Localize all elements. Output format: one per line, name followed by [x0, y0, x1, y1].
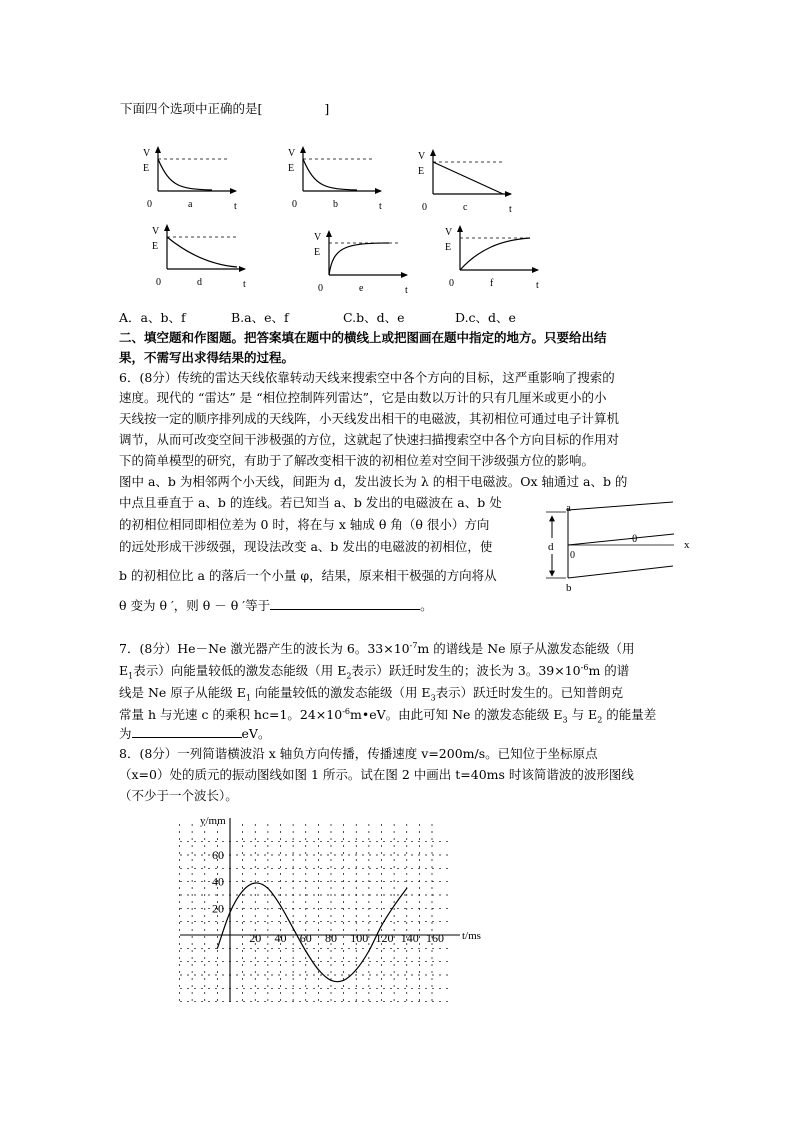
vt-v-label: V [288, 148, 296, 159]
series-point [280, 905, 281, 906]
series-point [381, 925, 382, 926]
x-tick-label: 20 [249, 931, 262, 945]
q5-option-a: A．a、b、f [119, 310, 186, 325]
vt-graph-name: d [197, 277, 202, 288]
x-tick-label: 140 [400, 931, 419, 945]
vt-y-arrow [430, 149, 436, 156]
series-line [217, 883, 406, 982]
vt-origin-label: 0 [292, 199, 297, 210]
q6-line-6: 图中 a、b 为相邻两个小天线，间距为 d，发出波长为 λ 的相干电磁波。Ox 轴通过 a、b 的 [119, 474, 628, 489]
x-tick-label: 120 [375, 931, 394, 945]
q7-line-3: 线是 Ne 原子从能级 $E_1$ 向能量较低的激发态能级（用 $E_3$表示）跃迁时发生的。已知普朗克 [119, 685, 624, 703]
q6-line-10: b 的初相位比 a 的落后一个小量 φ，结果，原来相干极强的方向将从 [119, 568, 497, 583]
q6-line-11 [119, 596, 433, 615]
q7-answer-blank [132, 725, 242, 738]
vt-t-label: t [405, 285, 408, 296]
series-point [293, 928, 294, 929]
q5-stem [120, 99, 329, 118]
vt-e-label: E [418, 166, 425, 177]
vt-origin-label: 0 [147, 199, 152, 210]
series-point [368, 950, 369, 951]
q8-line-1: 8．(8分）一列简谐横波沿 x 轴负方向传播，传播速度 v=200m/s。已知位于坐标原点 [119, 746, 598, 761]
vt-e-label: E [143, 163, 150, 174]
series-point [318, 969, 319, 970]
vt-y-arrow [164, 224, 170, 231]
y-tick-label: 20 [212, 901, 224, 916]
q6-line-3: 天线按一定的顺序排列成的天线阵，小天线发出相干的电磁波，其初相位可通过电子计算机 [119, 411, 620, 426]
series-point [406, 888, 407, 889]
series-point [255, 882, 256, 883]
series-point [343, 980, 344, 981]
q5-option-d: D.c、d、e [455, 310, 516, 325]
ray-a [568, 502, 673, 510]
x-tick-label: 40 [274, 931, 287, 945]
label-b: b [566, 582, 572, 594]
vt-y-arrow [457, 225, 463, 232]
vt-v-label: V [445, 227, 453, 238]
vt-x-arrow [375, 188, 382, 194]
vt-x-arrow [239, 266, 246, 272]
series-point [267, 888, 268, 889]
q6-line-8: 的初相位相同即相位差为 0 时，将在与 x 轴成 θ 角（θ 很小）方向 [119, 517, 490, 532]
vt-curve [303, 159, 357, 190]
chart-axes [180, 815, 481, 1002]
vt-v-label: V [152, 226, 160, 237]
q7-line-2: $E_1$表示）向能量较低的激发态能级（用 $E_2$表示）跃迁时发生的；波长为 3。$39\times 10^{-6}m$ 的谱 [119, 662, 630, 681]
q6-line-1: 6．(8分）传统的雷达天线依靠转动天线来搜索空中各个方向的目标，这严重影响了搜索的 [119, 370, 615, 385]
section2-line1: 二、填空题和作图题。把答案填在题中的横线上或把图画在题中指定的地方。只要给出结 [119, 330, 607, 345]
vt-graph-d [147, 221, 267, 293]
q6-answer-blank [270, 597, 420, 610]
series-point [217, 948, 218, 949]
series-point [229, 912, 230, 913]
section2-line2: 果，不需写出求得结果的过程。 [119, 350, 295, 365]
vt-x-arrow [505, 191, 512, 197]
vt-graph-f [440, 222, 560, 294]
q6-line-9: 的远处形成干涉级强，现设法改变 a、b 发出的电磁波的初相位，使 [119, 539, 493, 554]
vt-t-label: t [536, 280, 539, 291]
vt-graph-b [283, 143, 403, 215]
vt-curve [433, 162, 503, 194]
vt-curve [158, 159, 212, 190]
q6-line-7: 中点且垂直于 a、b 的连线。若已知当 a、b 发出的电磁波在 a、b 处 [119, 495, 502, 510]
vt-curve [167, 237, 237, 267]
vt-x-arrow [532, 267, 539, 273]
vt-v-label: V [143, 148, 151, 159]
vt-t-label: t [243, 279, 246, 290]
x-axis-label: t/ms [462, 930, 481, 942]
chart-ticks [212, 848, 444, 945]
label-theta: θ [632, 533, 638, 545]
q5-option-b: B.a、e、f [231, 310, 289, 325]
vt-t-label: t [234, 201, 237, 212]
x-tick-label: 80 [325, 931, 337, 945]
q7-line-1: 7．(8分）He－Ne 激光器产生的波长为 6。$33\times 10^{-7}m$ 的谱线是 Ne 原子从激发态能级（用 [119, 640, 635, 656]
q8-vibration-chart [160, 810, 500, 1010]
label-a: a [566, 502, 571, 514]
vt-graph-name: c [463, 202, 468, 213]
chart-curve [217, 882, 408, 981]
q6-line-2: 速度。现代的 “雷达” 是 “相位控制阵列雷达”，它是由数以万计的只有几厘米或更小的小 [119, 390, 607, 405]
vt-y-arrow [155, 146, 161, 153]
vt-e-label: E [152, 241, 159, 252]
q7-line-4: 常量 h 与光速 c 的乘积 hc=1。$24\times 10^{-6}m•eV$。由此可知 Ne 的激发态能级 $E_3$ 与 $E_2$ 的能量差 [119, 706, 657, 725]
vt-origin-label: 0 [156, 277, 161, 288]
label-d: d [548, 541, 554, 553]
label-x: x [684, 539, 690, 551]
q5-stem-text: 下面四个选项中正确的是[ [120, 101, 263, 116]
vt-e-label: E [445, 242, 452, 253]
vt-origin-label: 0 [449, 278, 454, 289]
vt-graph-a [138, 143, 258, 215]
vt-graph-c [413, 146, 533, 218]
series-point [242, 890, 243, 891]
vt-graph-name: a [188, 199, 193, 210]
q6-line-5: 下的简单模型的研究，有助于了解改变相干波的初相位差对空间干涉级强方位的影响。 [119, 453, 595, 468]
vt-t-label: t [379, 201, 382, 212]
q6-line-11-text: θ 变为 θ ′，则 θ － θ ′等于 [119, 598, 271, 613]
vt-v-label: V [418, 151, 426, 162]
q7-line-5: 为 eV。 [119, 726, 271, 741]
vt-graph-name: f [490, 278, 494, 289]
x-tick-label: 160 [426, 931, 444, 945]
ray-center [568, 534, 674, 545]
vt-e-label: E [288, 163, 295, 174]
vt-x-arrow [230, 188, 237, 194]
y-axis-label: y/mm [200, 815, 226, 827]
series-point [356, 969, 357, 970]
series-point [305, 950, 306, 951]
vt-origin-label: 0 [318, 283, 323, 294]
vt-e-label: E [314, 247, 321, 258]
vt-curve [329, 243, 389, 275]
vt-y-arrow [326, 230, 332, 237]
vt-graph-e [309, 227, 429, 299]
x-tick-label: 100 [350, 931, 369, 945]
vt-v-label: V [314, 232, 322, 243]
q6-antenna-figure [536, 498, 702, 594]
vt-graph-name: e [359, 283, 364, 294]
q5-option-c: C.b、d、e [343, 310, 405, 325]
vt-origin-label: 0 [422, 202, 427, 213]
series-point [394, 905, 395, 906]
vt-graph-name: b [333, 199, 338, 210]
vt-t-label: t [509, 204, 512, 215]
vt-curve [460, 238, 530, 270]
q8-line-2: （x=0）处的质元的振动图线如图 1 所示。试在图 2 中画出 t=40ms 时该简谐波的波形图线 [119, 767, 634, 782]
y-tick-label: 40 [212, 874, 224, 889]
q6-line-4: 调节，从而可改变空间干涉极强的方位，这就起了快速扫描搜索空中各个方向目标的作用对 [119, 432, 620, 447]
q8-line-3: （不少于一个波长）。 [119, 788, 238, 803]
q6-end-mark: 。 [420, 598, 433, 613]
q5-stem-bracket: ] [324, 101, 330, 116]
vt-y-arrow [300, 146, 306, 153]
ray-b [568, 566, 673, 578]
series-point [330, 980, 331, 981]
x-tick-label: 60 [299, 931, 312, 945]
vt-x-arrow [401, 272, 408, 278]
y-tick-label: 60 [212, 848, 224, 862]
label-origin: 0 [570, 550, 575, 561]
